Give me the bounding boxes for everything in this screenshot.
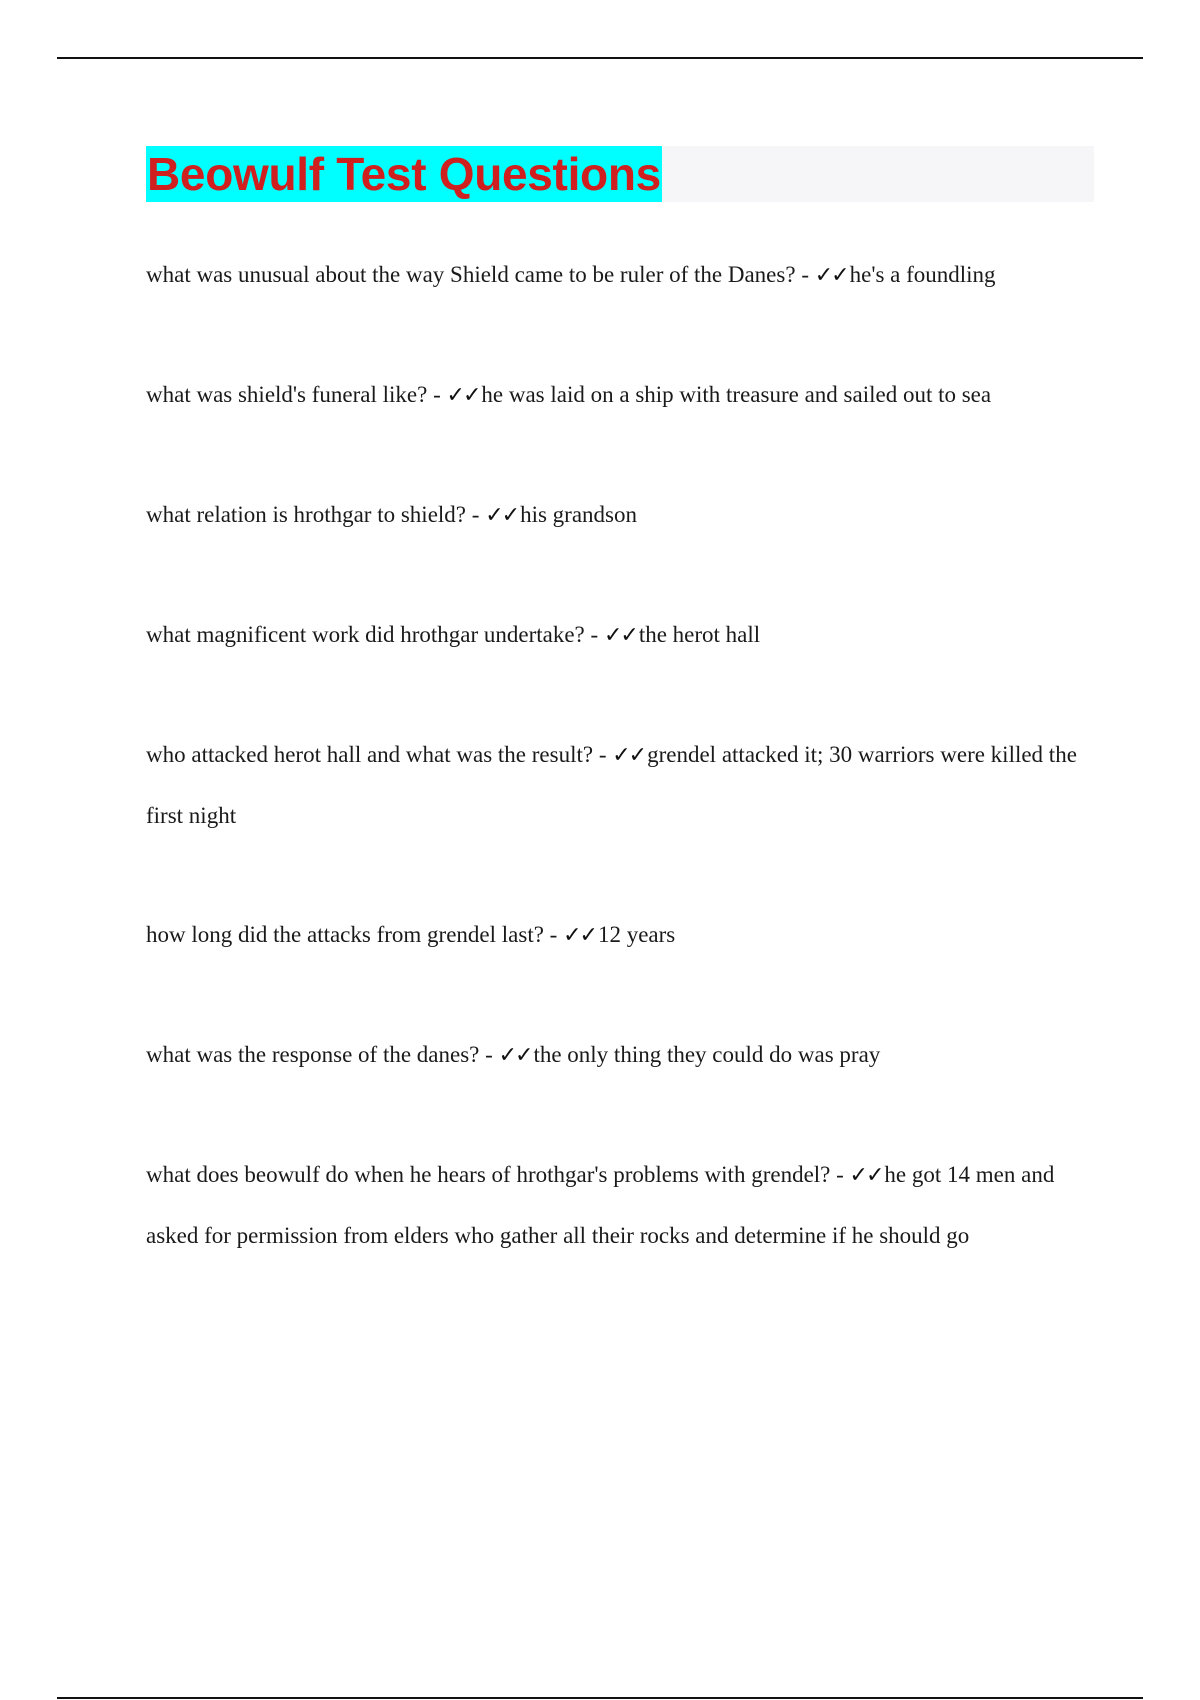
question-text: what does beowulf do when he hears of hrothgar's problems with grendel? bbox=[146, 1162, 831, 1187]
separator: - bbox=[543, 922, 564, 947]
answer-text: his grandson bbox=[520, 502, 637, 527]
answer-text: 12 years bbox=[597, 922, 676, 947]
separator: - bbox=[830, 1162, 850, 1187]
qa-item-5 bbox=[146, 725, 1086, 846]
question-text: what was unusual about the way Shield came to be ruler of the Danes? bbox=[146, 262, 796, 287]
document-title: Beowulf Test Questions bbox=[147, 148, 661, 200]
answer-text: he got 14 men and asked for permission from elders who gather all their rocks and determine if he should go bbox=[146, 1162, 1055, 1248]
double-check-icon: ✓✓ bbox=[603, 623, 637, 648]
double-check-icon: ✓✓ bbox=[563, 923, 596, 948]
qa-item-4 bbox=[146, 605, 1086, 666]
answer-text: the only thing they could do was pray bbox=[533, 1042, 881, 1067]
qa-item-1 bbox=[146, 245, 1086, 306]
question-text: what magnificent work did hrothgar undertake? bbox=[146, 622, 585, 647]
top-rule bbox=[57, 57, 1143, 59]
qa-item-2 bbox=[146, 365, 1086, 426]
qa-item-7 bbox=[146, 1025, 1086, 1086]
separator: - bbox=[479, 1042, 499, 1067]
double-check-icon: ✓✓ bbox=[814, 263, 848, 288]
double-check-icon: ✓✓ bbox=[498, 1043, 532, 1068]
question-text: what was shield's funeral like? bbox=[146, 382, 428, 407]
double-check-icon: ✓✓ bbox=[485, 503, 519, 528]
answer-text: he's a foundling bbox=[849, 262, 996, 287]
question-text: who attacked herot hall and what was the result? bbox=[146, 742, 594, 767]
qa-item-6 bbox=[146, 905, 1086, 966]
double-check-icon: ✓✓ bbox=[849, 1163, 883, 1188]
qa-item-3 bbox=[146, 485, 1086, 546]
question-text: what was the response of the danes? bbox=[146, 1042, 480, 1067]
separator: - bbox=[593, 742, 613, 767]
double-check-icon: ✓✓ bbox=[446, 383, 480, 408]
answer-text: grendel attacked it; 30 warriors were killed the first night bbox=[146, 742, 1077, 828]
question-text: how long did the attacks from grendel last? bbox=[146, 922, 544, 947]
separator: - bbox=[795, 262, 815, 287]
answer-text: he was laid on a ship with treasure and sailed out to sea bbox=[481, 382, 992, 407]
bottom-rule bbox=[57, 1697, 1143, 1699]
answer-text: the herot hall bbox=[638, 622, 761, 647]
double-check-icon: ✓✓ bbox=[612, 743, 646, 768]
question-text: what relation is hrothgar to shield? bbox=[146, 502, 467, 527]
separator: - bbox=[427, 382, 447, 407]
separator: - bbox=[584, 622, 604, 647]
qa-item-8 bbox=[146, 1145, 1086, 1266]
separator: - bbox=[466, 502, 486, 527]
